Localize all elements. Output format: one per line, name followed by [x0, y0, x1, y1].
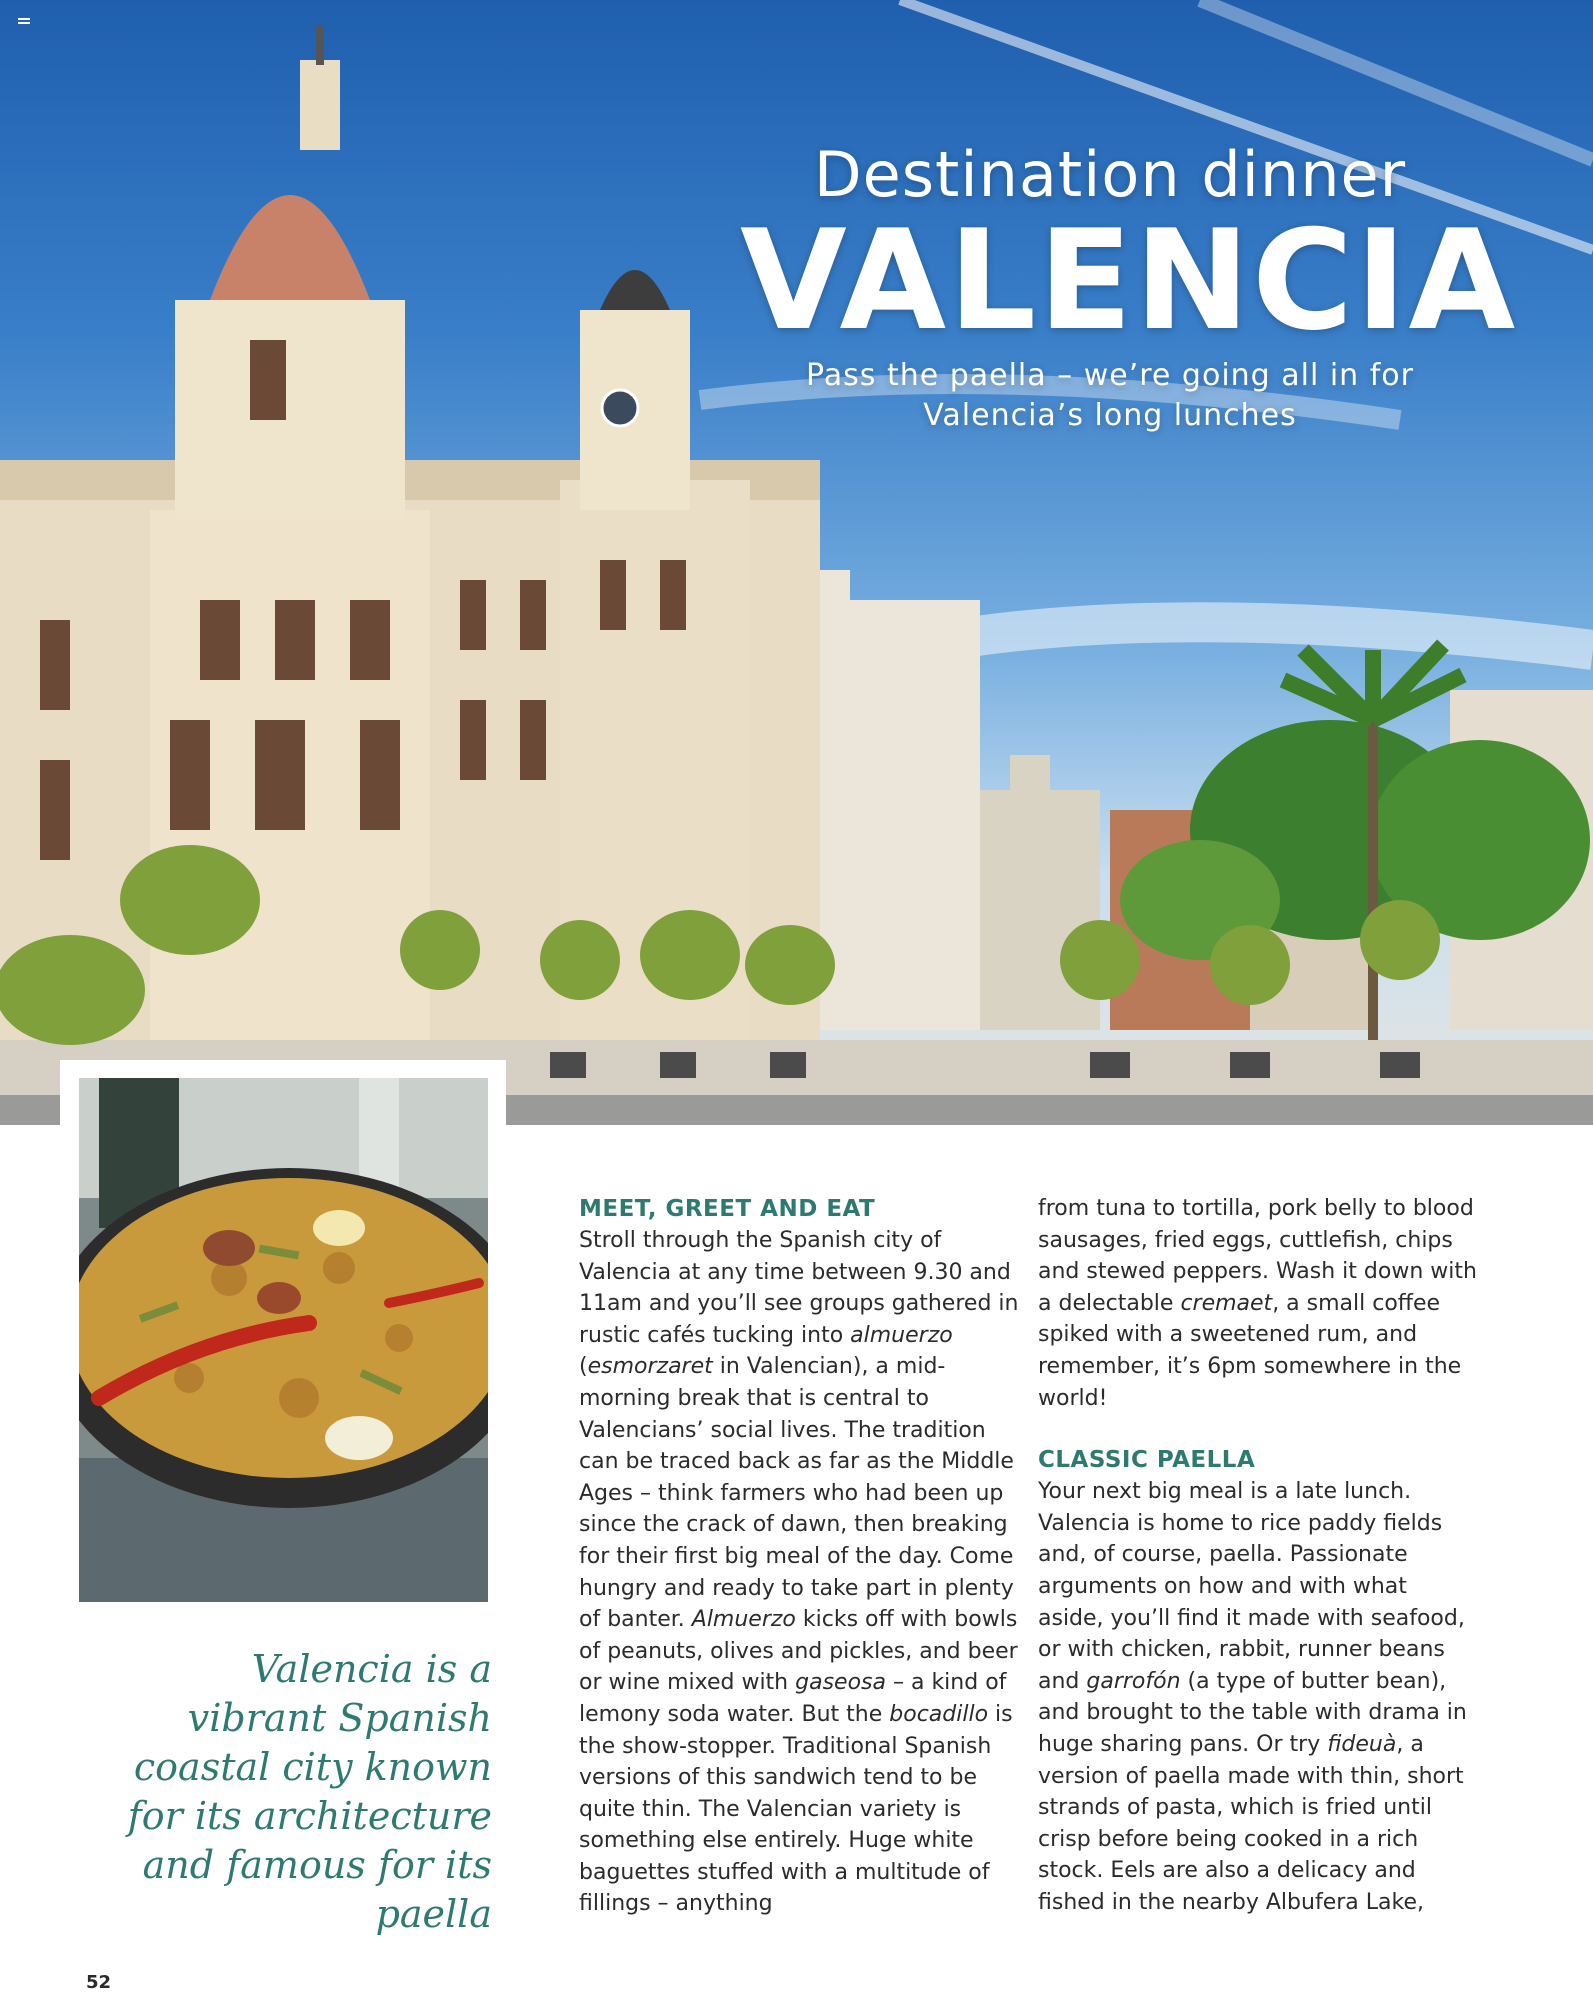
text-run: Stroll through the Spanish city of Valencia at any time between 9.30 and 11am and you’ll see groups gathered in rustic cafés tucking into [579, 1228, 1019, 1348]
article-paragraph [1038, 1193, 1478, 1414]
menu-icon[interactable] [18, 18, 30, 27]
paella-illustration [79, 1078, 488, 1602]
headline-block [740, 138, 1518, 436]
article-paragraph [579, 1225, 1019, 1920]
pull-quote: Valencia is a vibrant Spanish coastal city known for its architecture and famous for its paella [127, 1647, 492, 1936]
text-run: ( [579, 1354, 588, 1380]
italic-term: almuerzo [850, 1322, 953, 1348]
page-number: 52 [86, 1972, 112, 1993]
article-column-2 [1038, 1193, 1478, 1918]
paella-photo [79, 1078, 488, 1602]
section-heading-meet-greet-eat: MEET, GREET AND EAT [579, 1196, 876, 1222]
italic-term: gaseosa [795, 1670, 886, 1696]
text-run: kicks off with bowls of peanuts, olives and pickles, and beer or wine mixed with [579, 1607, 1018, 1696]
italic-term: bocadillo [889, 1701, 989, 1727]
text-run: (a type of butter bean), and brought to the table with drama in huge sharing pans. Or try [1038, 1668, 1467, 1757]
italic-term: esmorzaret [587, 1354, 713, 1380]
article-column-1 [579, 1193, 1019, 1920]
italic-term: Almuerzo [691, 1607, 796, 1633]
article-paragraph [1038, 1476, 1478, 1918]
italic-term: fideuà [1327, 1731, 1397, 1757]
italic-term: garrofón [1086, 1668, 1181, 1694]
text-run: , a version of paella made with thin, short strands of pasta, which is fried until crisp before being cooked in a rich stock. Eels are also a delicacy and fished in the nearby Albufera Lake, [1038, 1731, 1464, 1915]
text-run: from tuna to tortilla, pork belly to blood sausages, fried eggs, cuttlefish, chips and stewed peppers. Wash it down with a delectable [1038, 1196, 1477, 1316]
text-run: , a small coffee spiked with a sweetened rum, and remember, it’s 6pm somewhere in the world! [1038, 1290, 1462, 1411]
italic-term: cremaet [1180, 1290, 1273, 1316]
text-run: in Valencian), a mid-morning break that is central to Valencians’ social lives. The tradition can be traced back as far as the Middle Ages – think farmers who had been up since the crack of dawn, then breaking for their first big meal of the day. Come hungry and ready to take part in plenty of banter. [579, 1354, 1014, 1633]
text-run: Your next big meal is a late lunch. Valencia is home to rice paddy fields and, of course, paella. Passionate arguments on how and with what aside, you’ll find it made with seafood, or with chicken, rabbit, runner beans and [1038, 1479, 1465, 1694]
section-heading-classic-paella: CLASSIC PAELLA [1038, 1447, 1256, 1474]
text-run: is the show-stopper. Traditional Spanish versions of this sandwich tend to be quite thin. The Valencian variety is something else entirely. Huge white baguettes stuffed with a multitude of fillings – anything [579, 1701, 1013, 1917]
standfirst: Pass the paella – we’re going all in for Valencia’s long lunches [806, 358, 1414, 433]
headline-kicker: Destination dinner [813, 138, 1407, 211]
text-run: – a kind of lemony soda water. But the [579, 1670, 1007, 1727]
headline-title: VALENCIA [740, 200, 1518, 361]
